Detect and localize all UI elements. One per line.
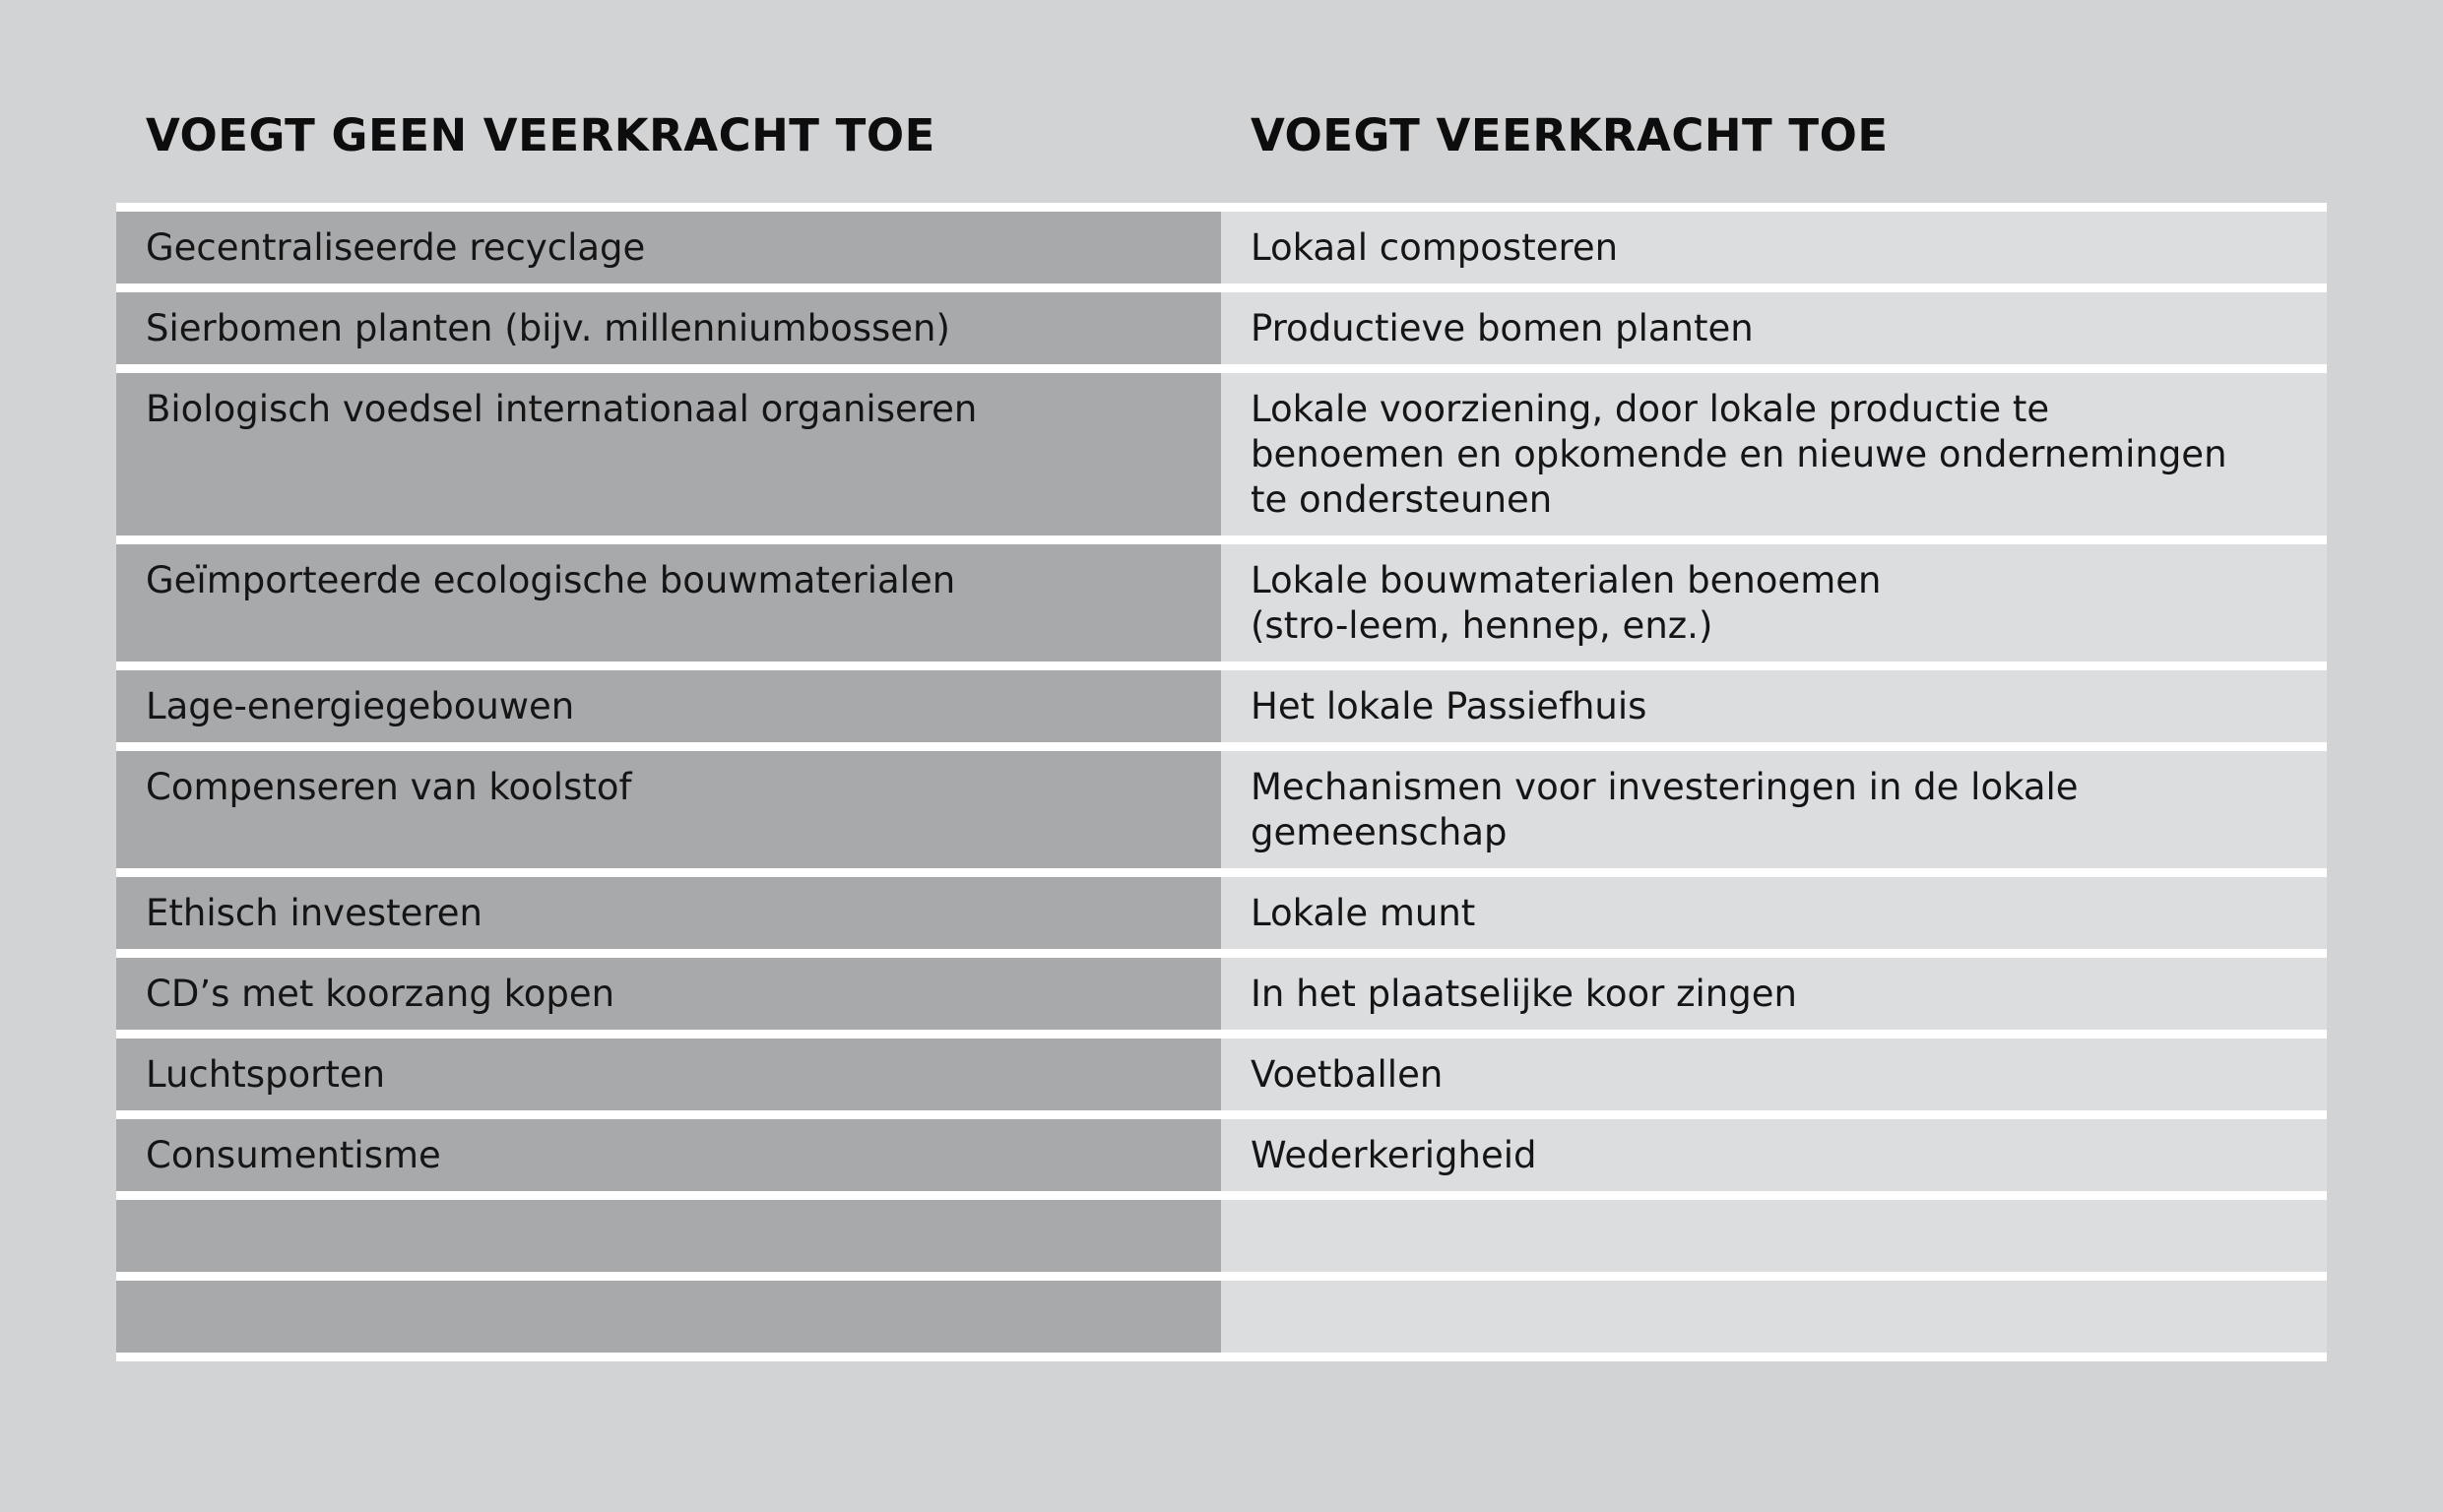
- cell-adds-resilience: [1221, 292, 2327, 364]
- cell-adds-resilience: [1221, 751, 2327, 868]
- cell-text: Consumentisme: [146, 1134, 441, 1176]
- cell-text: te ondersteunen: [1251, 478, 1553, 521]
- cell-text: Sierbomen planten (bijv. millenniumbossen): [146, 307, 950, 349]
- header-no-resilience: VOEGT GEEN VEERKRACHT TOE: [146, 109, 935, 161]
- cell-text: Luchtsporten: [146, 1053, 386, 1096]
- table-row: [116, 877, 2327, 949]
- cell-text: Het lokale Passiefhuis: [1251, 685, 1647, 727]
- cell-adds-resilience: [1221, 877, 2327, 949]
- empty-table-row: [116, 1281, 2327, 1353]
- cell-text: Lokale munt: [1251, 892, 1476, 934]
- table-row: [116, 212, 2327, 284]
- resilience-table: [116, 203, 2327, 1361]
- cell-text: Lage-energiegebouwen: [146, 685, 575, 727]
- cell-text: Lokaal composteren: [1251, 226, 1619, 269]
- empty-table-row: [116, 1200, 2327, 1272]
- table-row: [116, 1119, 2327, 1191]
- cell-adds-resilience: [1221, 1119, 2327, 1191]
- cell-no-resilience: [116, 670, 1221, 742]
- cell-adds-resilience: [1221, 670, 2327, 742]
- cell-no-resilience: [116, 373, 1221, 536]
- empty-cell-adds-resilience: [1221, 1281, 2327, 1353]
- cell-text: Compenseren van koolstof: [146, 766, 632, 808]
- cell-no-resilience: [116, 212, 1221, 284]
- table-row: [116, 751, 2327, 868]
- cell-text: Gecentraliseerde recyclage: [146, 226, 646, 269]
- cell-text: benoemen en opkomende en nieuwe ondernemingen: [1251, 433, 2227, 475]
- cell-text: Wederkerigheid: [1251, 1134, 1537, 1176]
- cell-no-resilience: [116, 958, 1221, 1030]
- cell-no-resilience: [116, 544, 1221, 662]
- table-row: [116, 958, 2327, 1030]
- cell-adds-resilience: [1221, 544, 2327, 662]
- cell-no-resilience: [116, 877, 1221, 949]
- cell-text: Mechanismen voor investeringen in de lokale: [1251, 766, 2079, 808]
- cell-text: Lokale voorziening, door lokale productie te: [1251, 388, 2050, 430]
- cell-text: Productieve bomen planten: [1251, 307, 1754, 349]
- cell-text: In het plaatselijke koor zingen: [1251, 973, 1797, 1015]
- cell-text: Ethisch investeren: [146, 892, 482, 934]
- cell-no-resilience: [116, 292, 1221, 364]
- table-row: [116, 670, 2327, 742]
- cell-no-resilience: [116, 751, 1221, 868]
- cell-no-resilience: [116, 1119, 1221, 1191]
- cell-text: CD’s met koorzang kopen: [146, 973, 615, 1015]
- cell-text: Biologisch voedsel internationaal organiseren: [146, 388, 978, 430]
- cell-adds-resilience: [1221, 958, 2327, 1030]
- cell-text: Voetballen: [1251, 1053, 1444, 1096]
- table-row: [116, 373, 2327, 536]
- cell-text: Geïmporteerde ecologische bouwmaterialen: [146, 559, 956, 601]
- cell-text: Lokale bouwmaterialen benoemen: [1251, 559, 1882, 601]
- header-adds-resilience: VOEGT VEERKRACHT TOE: [1251, 109, 1889, 161]
- table-header: [116, 106, 2327, 165]
- table-row: [116, 1039, 2327, 1110]
- empty-cell-adds-resilience: [1221, 1200, 2327, 1272]
- table-row: [116, 292, 2327, 364]
- cell-adds-resilience: [1221, 212, 2327, 284]
- cell-text: gemeenschap: [1251, 811, 1508, 853]
- cell-adds-resilience: [1221, 1039, 2327, 1110]
- table-row: [116, 544, 2327, 662]
- cell-no-resilience: [116, 1039, 1221, 1110]
- empty-cell-no-resilience: [116, 1281, 1221, 1353]
- cell-adds-resilience: [1221, 373, 2327, 536]
- empty-cell-no-resilience: [116, 1200, 1221, 1272]
- cell-text: (stro-leem, hennep, enz.): [1251, 604, 1713, 647]
